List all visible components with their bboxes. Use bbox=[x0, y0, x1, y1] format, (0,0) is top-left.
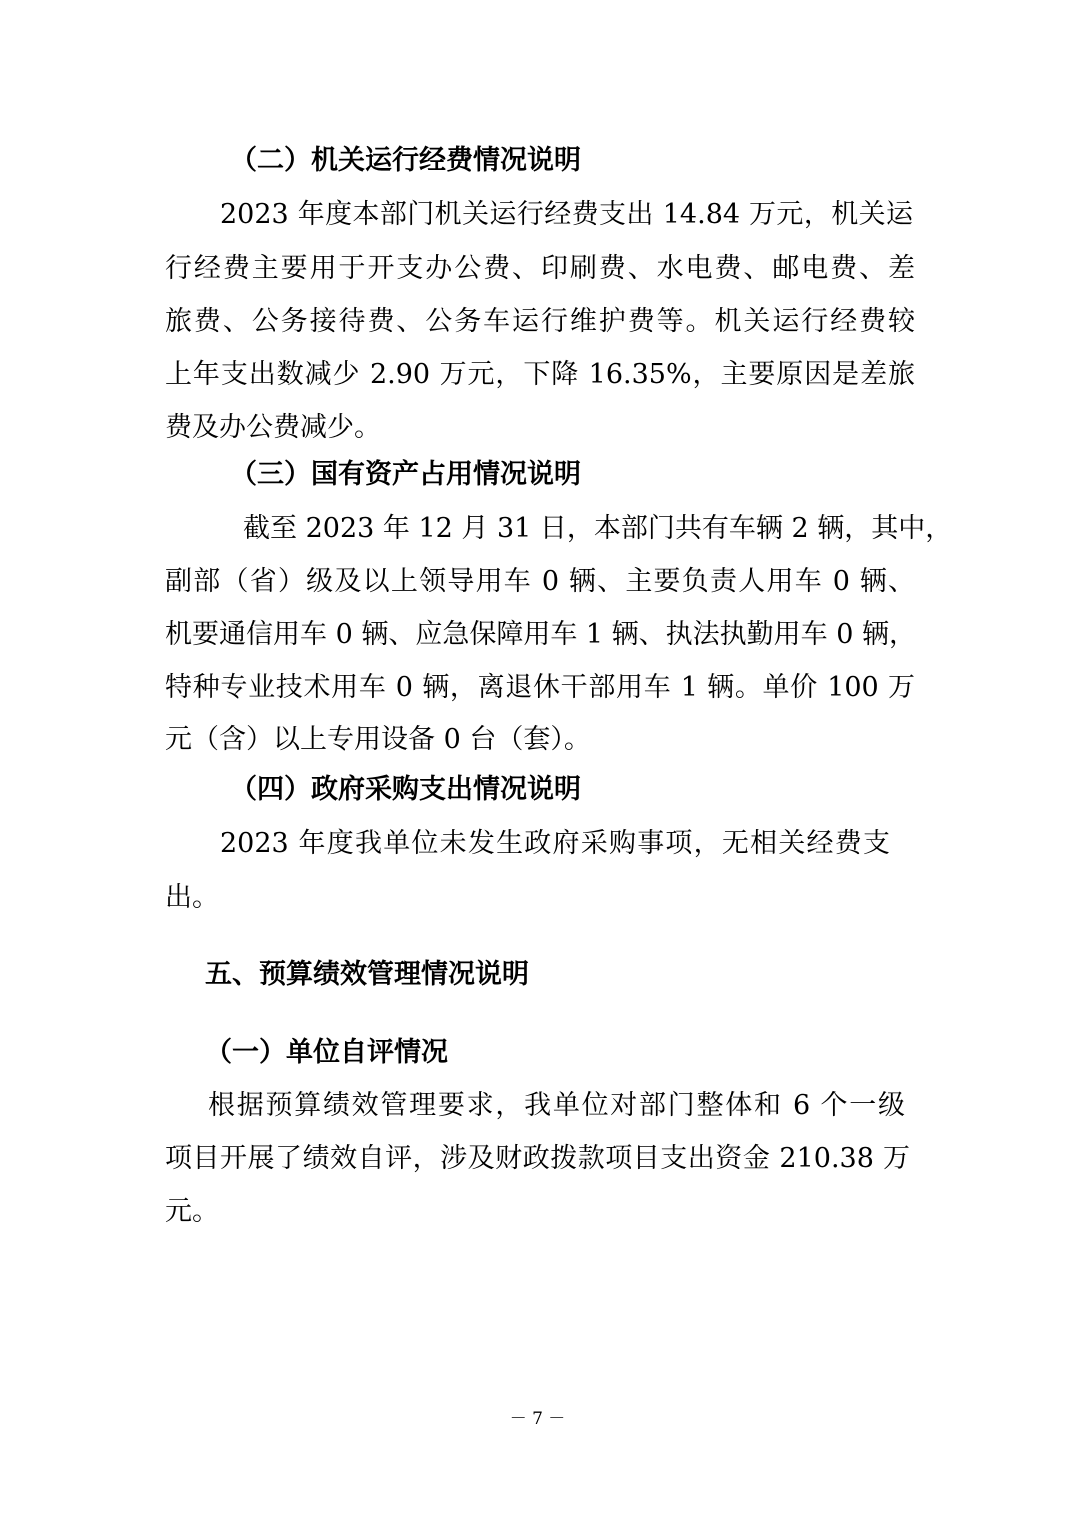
paragraph-line: 旅费、公务接待费、公务车运行维护费等。机关运行经费较 bbox=[165, 306, 915, 337]
paragraph-line: 根据预算绩效管理要求，我单位对部门整体和 6 个一级 bbox=[208, 1090, 905, 1121]
section-heading-3: （三）国有资产占用情况说明 bbox=[230, 459, 581, 490]
paragraph-line: 费及办公费减少。 bbox=[165, 412, 381, 443]
subsection-heading-5-1: （一）单位自评情况 bbox=[205, 1037, 448, 1068]
page-number: － 7 － bbox=[509, 1409, 566, 1429]
paragraph-line: 2023 年度本部门机关运行经费支出 14.84 万元，机关运 bbox=[220, 199, 913, 230]
paragraph-line: 元（含）以上专用设备 0 台（套）。 bbox=[165, 724, 591, 755]
section-heading-2: （二）机关运行经费情况说明 bbox=[230, 145, 581, 176]
paragraph-line: 截至 2023 年 12 月 31 日，本部门共有车辆 2 辆，其中， bbox=[243, 513, 953, 544]
paragraph-line: 项目开展了绩效自评，涉及财政拨款项目支出资金 210.38 万 bbox=[165, 1143, 910, 1174]
paragraph-line: 上年支出数减少 2.90 万元，下降 16.35%，主要原因是差旅 bbox=[165, 359, 915, 390]
section-heading-4: （四）政府采购支出情况说明 bbox=[230, 774, 581, 805]
paragraph-line: 特种专业技术用车 0 辆，离退休干部用车 1 辆。单价 100 万 bbox=[165, 672, 915, 703]
paragraph-line: 副部（省）级及以上领导用车 0 辆、主要负责人用车 0 辆、 bbox=[165, 566, 915, 597]
paragraph-line: 机要通信用车 0 辆、应急保障用车 1 辆、执法执勤用车 0 辆， bbox=[165, 619, 917, 650]
paragraph-line: 行经费主要用于开支办公费、印刷费、水电费、邮电费、差 bbox=[165, 253, 915, 284]
paragraph-line: 2023 年度我单位未发生政府采购事项，无相关经费支 bbox=[220, 828, 890, 859]
part-heading-5: 五、预算绩效管理情况说明 bbox=[205, 959, 529, 990]
paragraph-line: 元。 bbox=[165, 1196, 219, 1227]
paragraph-line: 出。 bbox=[165, 882, 219, 913]
